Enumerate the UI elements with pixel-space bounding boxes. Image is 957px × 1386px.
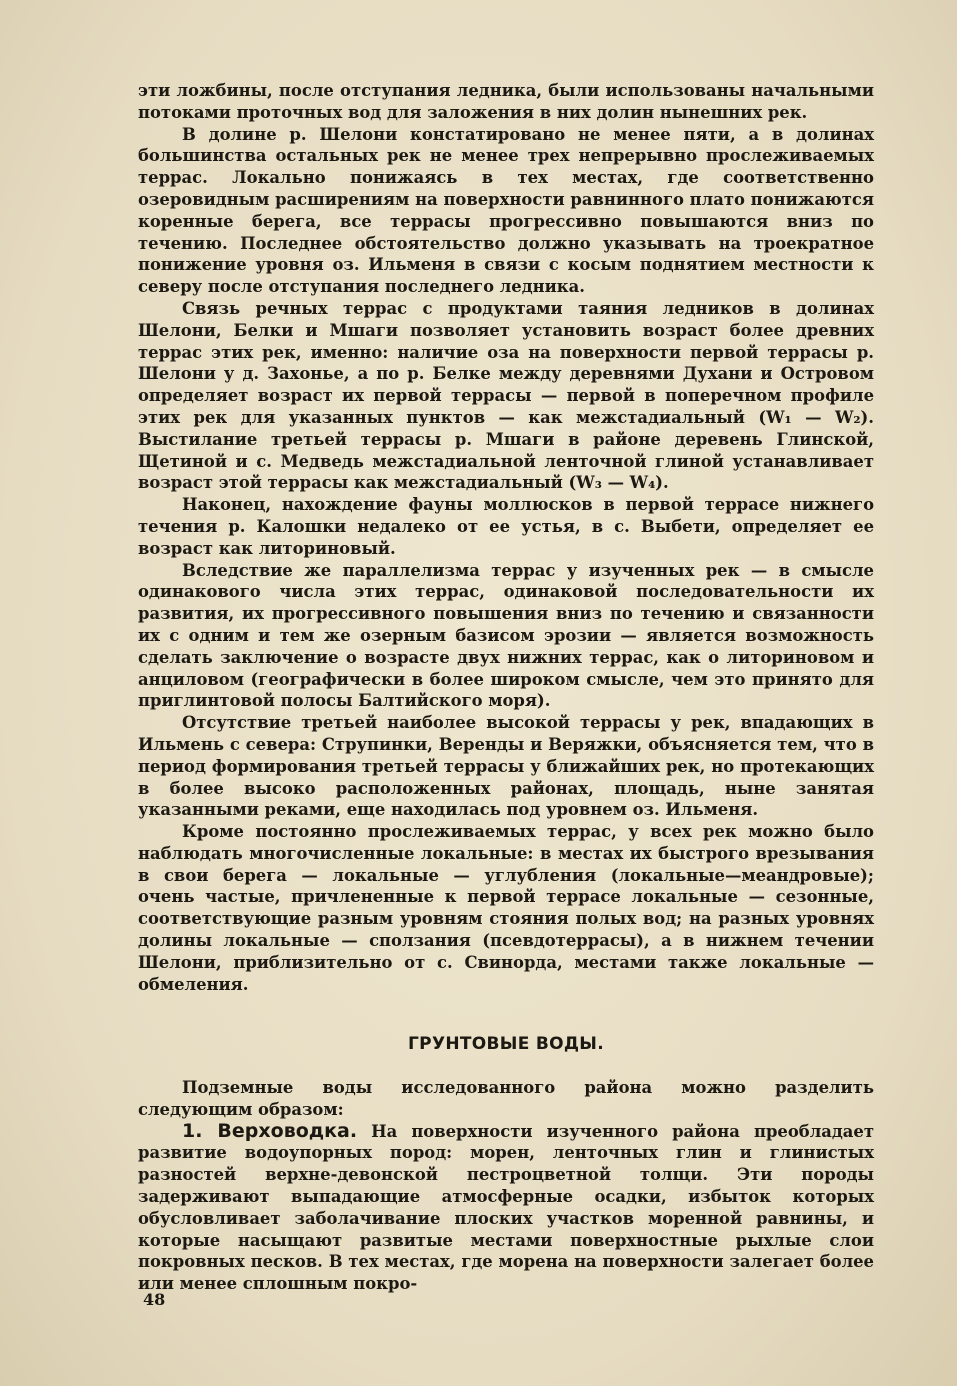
paragraph: Кроме постоянно прослеживаемых террас, у всех рек можно было наблюдать многочисленные локальные: в местах их быстрого врезывания в свои берега — локальные — углубления (локальные—меандровые); очень частые, причлененные к первой террасе локальные — сезонные, соответствующие разным уровням стояния полых вод; на разных уровнях долины локальные — сползания (псевдотеррасы), а в нижнем течении Шелони, приблизительно от с. Свинорда, местами также локальные — обмеления. (138, 822, 874, 994)
body-text-lower (138, 1077, 874, 1295)
paragraph: Вследствие же параллелизма террас у изученных рек — в смысле одинакового числа этих террас, одинаковой последовательности их развития, их прогрессивного повышения вниз по течению и связанности их с одним и тем же озерным базисом эрозии — является возможность сделать заключение о возрасте двух нижних террас, как о литориновом и анциловом (географически в более широком смысле, чем это принято для приглинтовой полосы Балтийского моря). (138, 560, 874, 711)
list-item-paragraph (138, 1121, 874, 1295)
page-number: 48 (143, 1290, 166, 1309)
paragraph: эти ложбины, после отступания ледника, были использованы начальными потоками проточных вод для заложения в них долин нынешних рек. (138, 81, 874, 122)
paragraph: В долине р. Шелони констатировано не менее пяти, а в долинах большинства остальных рек не менее трех непрерывно прослеживаемых террас. Локально понижаясь в тех местах, где соответственно озеровидным расширениям на поверхности равнинного плато понижаются коренные берега, все террасы прогрессивно повышаются вниз по течению. Последнее обстоятельство должно указывать на троекратное понижение уровня оз. Ильменя в связи с косым поднятием местности к северу после отступания последнего ледника. (138, 124, 874, 297)
item-text: На поверхности изученного района преобладает развитие водоупорных пород: морен, ленточных глин и глинистых разностей верхне-девонской пестроцветной толщи. Эти породы задерживают выпадающие атмосферные осадки, избыток которых обусловливает заболачивание плоских участков моренной равнины, и которые насыщают развитые местами поверхностные рыхлые слои покровных песков. В тех местах, где морена на поверхности залегает более или менее сплошным покро- (138, 1121, 875, 1294)
body-text-upper (138, 80, 874, 995)
intro-paragraph: Подземные воды исследованного района можно разделить следующим образом: (138, 1078, 874, 1119)
item-label: 1. Верховодка. (182, 1119, 358, 1142)
paragraph: Наконец, нахождение фауны моллюсков в первой террасе нижнего течения р. Калошки недалеко от ее устья, в с. Выбети, определяет ее возраст как литориновый. (138, 495, 874, 558)
paragraph: Отсутствие третьей наиболее высокой террасы у рек, впадающих в Ильмень с севера: Струпинки, Веренды и Веряжки, объясняется тем, что в период формирования третьей террасы у ближайших рек, но протекающих в более высоко расположенных районах, площадь, ныне занятая указанными реками, еще находилась под уровнем оз. Ильменя. (138, 713, 874, 820)
section-heading: ГРУНТОВЫЕ ВОДЫ. (408, 1034, 604, 1054)
paragraph: Связь речных террас с продуктами таяния ледников в долинах Шелони, Белки и Мшаги позволяет установить возраст более древних террас этих рек, именно: наличие оза на поверхности первой террасы р. Шелони у д. Захонье, а по р. Белке между деревнями Духани и Островом определяет возраст их первой террасы — первой в поперечном профиле этих рек для указанных пунктов — как межстадиальный (W₁ — W₂). Выстилание третьей террасы р. Мшаги в районе деревень Глинской, Щетиной и с. Медведь межстадиальной ленточной глиной устанавливает возраст этой террасы как межстадиальный (W₃ — W₄). (138, 298, 874, 493)
